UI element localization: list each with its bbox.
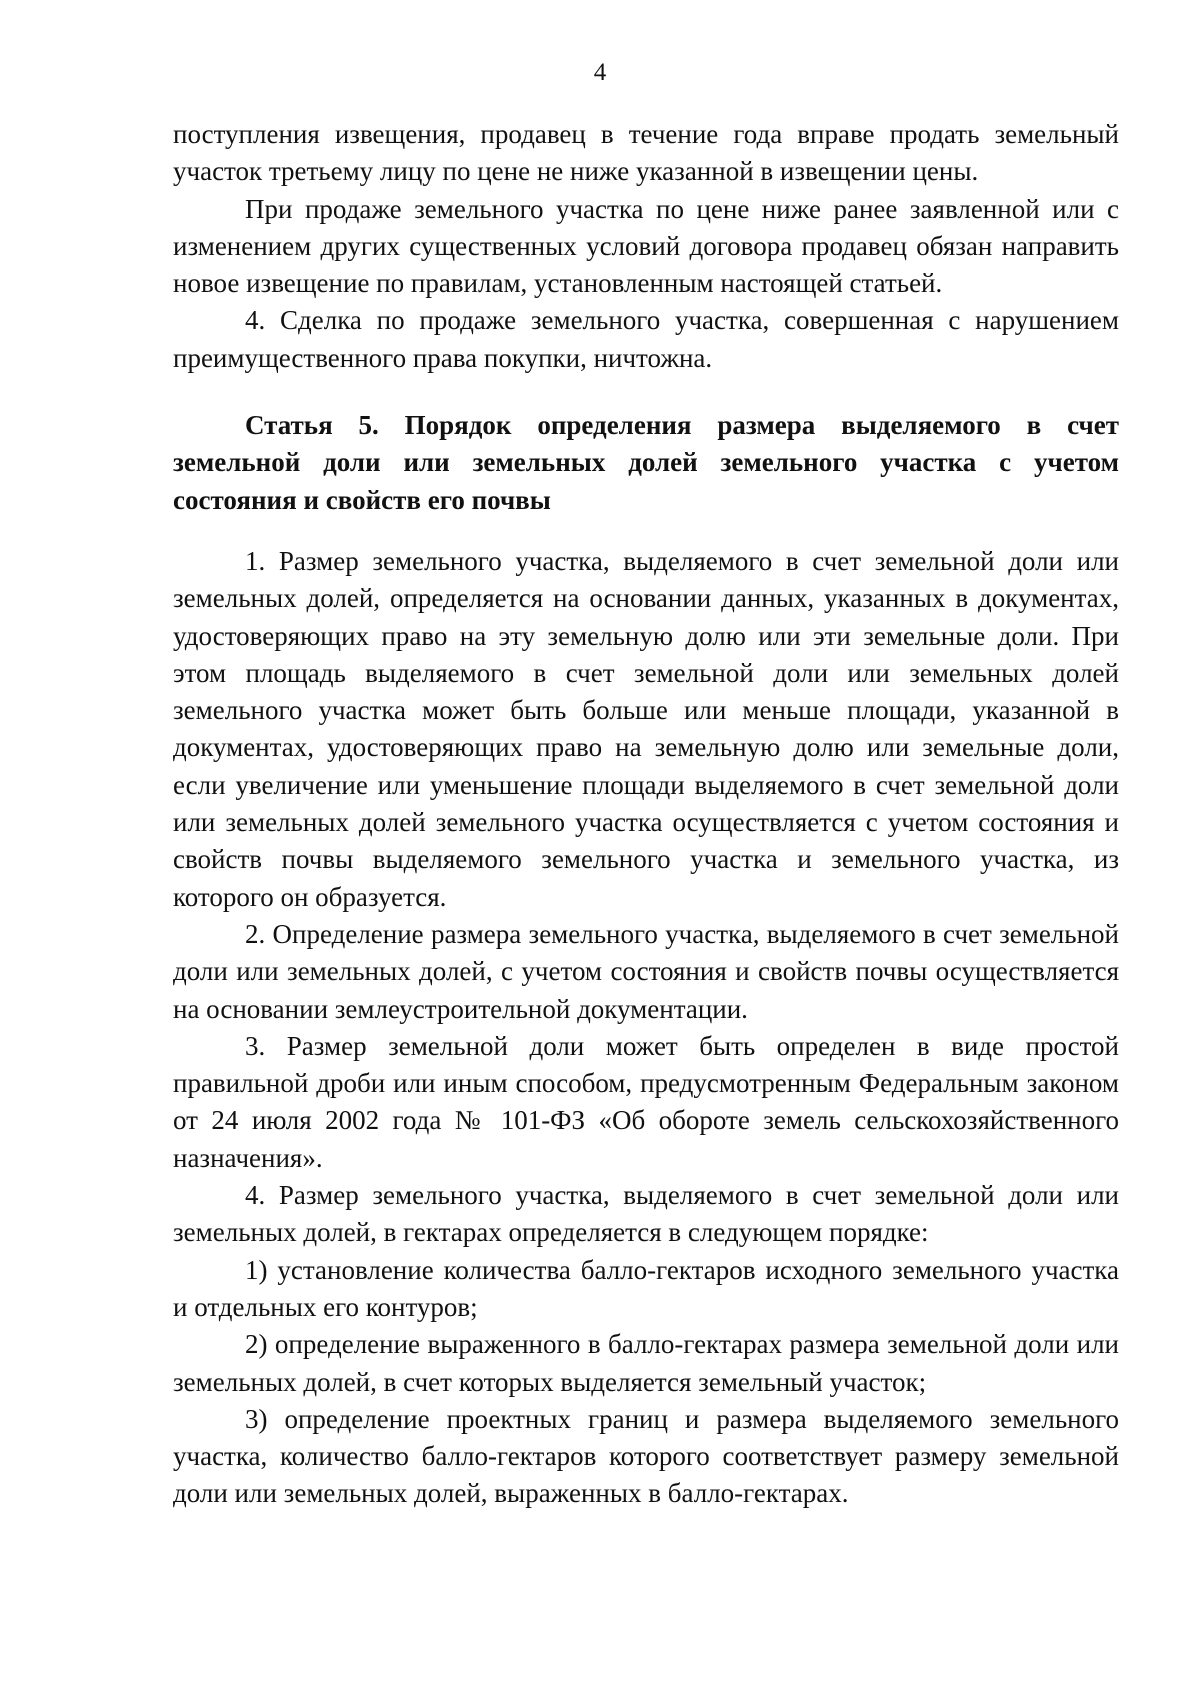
paragraph-clause-4: 4. Размер земельного участка, выделяемого в счет земельной доли или земельных долей, в гектарах определяется в следующем порядке: [173, 1180, 1119, 1248]
article-heading: Статья 5. Порядок определения размера выделяемого в счет земельной доли или земельных долей земельного участка с учетом состояния и свойств его почвы [173, 410, 1119, 515]
paragraph-transaction-void: 4. Сделка по продаже земельного участка, совершенная с нарушением преимущественного права покупки, ничтожна. [173, 305, 1119, 373]
paragraph-subclause-3: 3) определение проектных границ и размера выделяемого земельного участка, количество балло-гектаров которого соответствует размеру земельной доли или земельных долей, выраженных в балло-гектарах. [173, 1403, 1119, 1509]
paragraph-clause-3: 3. Размер земельной доли может быть определен в виде простой правильной дроби или иным способом, предусмотренным Федеральным законом от 24 июля 2002 года № 101-ФЗ «Об обороте земель сельскохозяйственного назначения». [173, 1030, 1119, 1173]
paragraph-price-change: При продаже земельного участка по цене ниже ранее заявленной или с изменением других существенных условий договора продавец обязан направить новое извещение по правилам, установленным настоящей статьей. [173, 193, 1119, 299]
page-number: 4 [593, 59, 607, 86]
paragraph-clause-2: 2. Определение размера земельного участка, выделяемого в счет земельной доли или земельных долей, с учетом состояния и свойств почвы осуществляется на основании землеустроительной документации. [173, 918, 1119, 1024]
paragraph-clause-1: 1. Размер земельного участка, выделяемого в счет земельной доли или земельных долей, определяется на основании данных, указанных в документах, удостоверяющих право на эту земельную долю или эти земельные доли. При этом площадь выделяемого в счет земельной доли или земельных долей земельного участка может быть больше или меньше площади, указанной в документах, удостоверяющих право на земельную долю или земельные доли, если увеличение или уменьшение площади выделяемого в счет земельной доли или земельных долей земельного участка осуществляется с учетом состояния и свойств почвы выделяемого земельного участка и земельного участка, из которого он образуется. [173, 545, 1119, 912]
paragraph-subclause-1: 1) установление количества балло-гектаров исходного земельного участка и отдельных его контуров; [173, 1254, 1119, 1322]
paragraph-continuation: поступления извещения, продавец в течение года вправе продать земельный участок третьему лицу по цене не ниже указанной в извещении цены. [173, 119, 1119, 187]
document-body [173, 116, 1119, 1513]
paragraph-subclause-2: 2) определение выраженного в балло-гектарах размера земельной доли или земельных долей, в счет которых выделяется земельный участок; [173, 1329, 1119, 1397]
